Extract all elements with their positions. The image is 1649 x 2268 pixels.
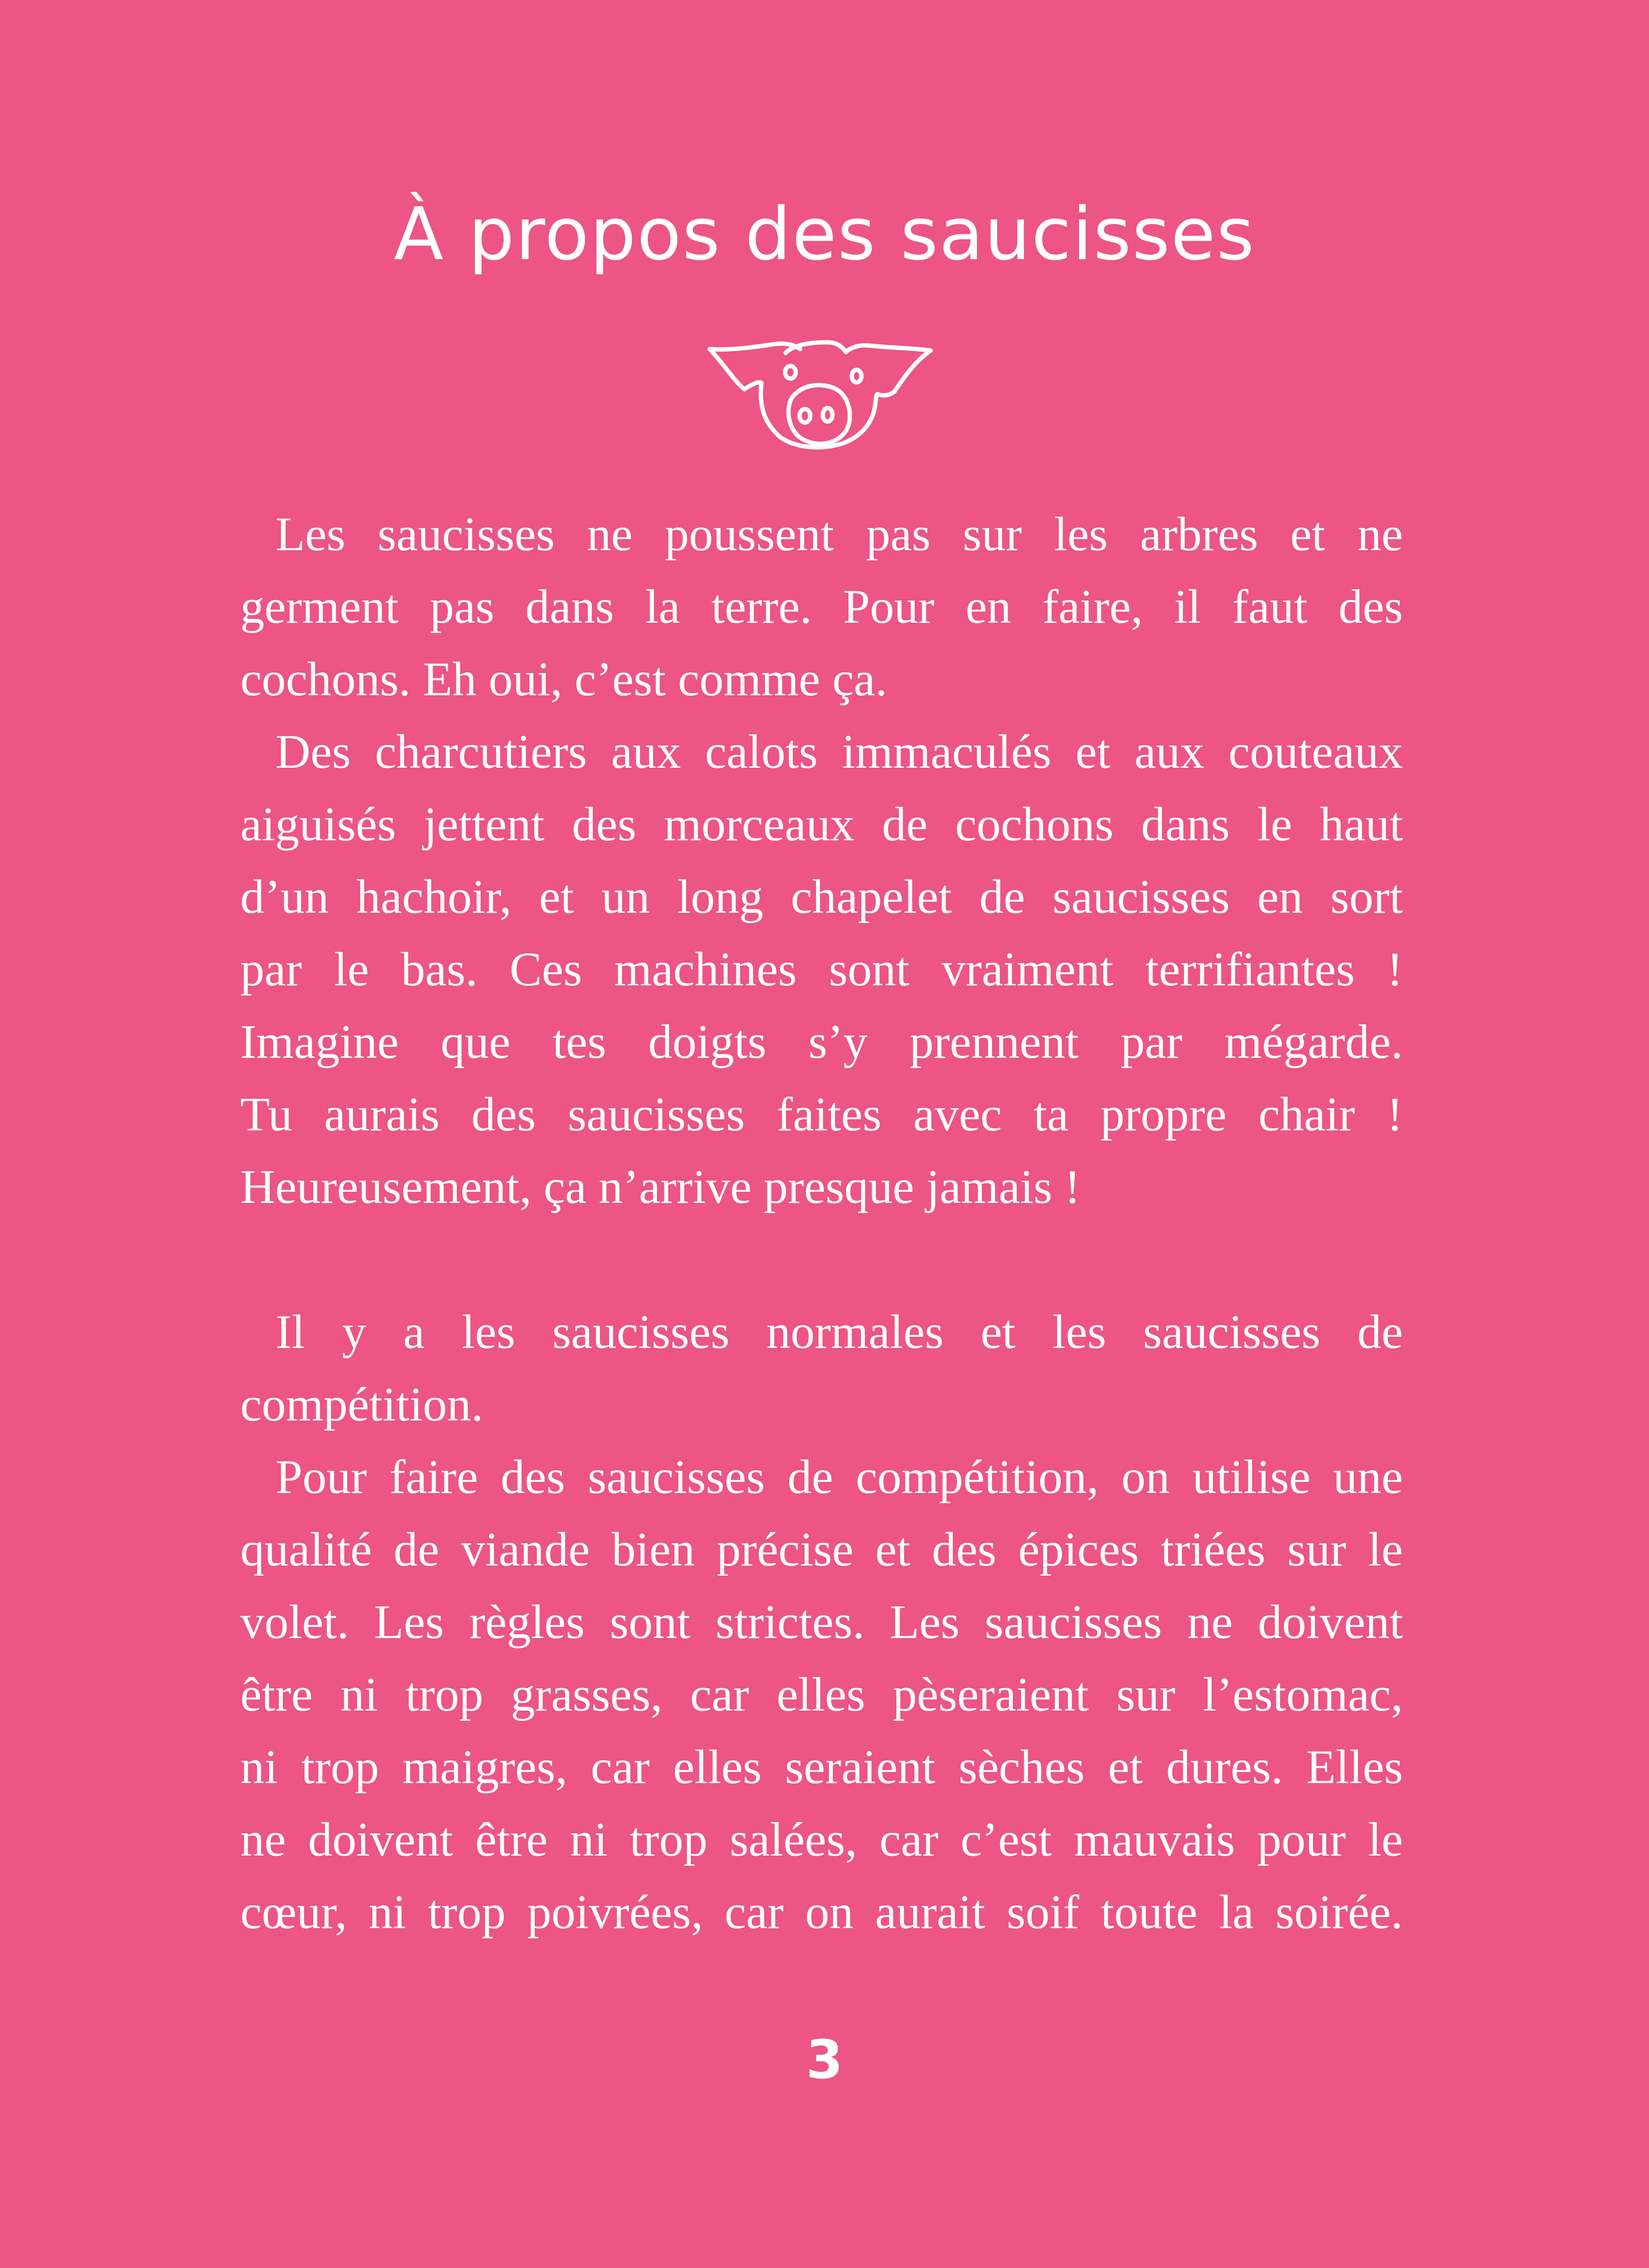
text-line: compétition. [240, 1377, 483, 1431]
text-line: ni trop maigres, car elles seraient sèches et dures. Elles [240, 1740, 1403, 1794]
text-line: d’un hachoir, et un long chapelet de saucisses en sort [240, 870, 1403, 923]
text-line: cochons. Eh oui, c’est comme ça. [240, 652, 888, 706]
text-line: Pour faire des saucisses de compétition, on utilise une [276, 1450, 1403, 1504]
pig-head-icon [701, 324, 943, 450]
page-number: 3 [806, 2029, 843, 2091]
text-line: être ni trop grasses, car elles pèseraient sur l’estomac, [240, 1668, 1403, 1721]
text-line: qualité de viande bien précise et des épices triées sur le [240, 1522, 1403, 1576]
text-line: Imagine que tes doigts s’y prennent par mégarde. [240, 1015, 1403, 1068]
text-line: volet. Les règles sont strictes. Les saucisses ne doivent [240, 1595, 1403, 1649]
text-line: aiguisés jettent des morceaux de cochons dans le haut [240, 797, 1403, 851]
text-line: ne doivent être ni trop salées, car c’est mauvais pour le [240, 1813, 1403, 1866]
text-line: Les saucisses ne poussent pas sur les arbres et ne [276, 507, 1403, 561]
text-line: germent pas dans la terre. Pour en faire, il faut des [240, 580, 1403, 633]
text-line: par le bas. Ces machines sont vraiment terrifiantes ! [240, 942, 1403, 996]
text-line: Il y a les saucisses normales et les saucisses de [276, 1305, 1403, 1359]
page-title: À propos des saucisses [394, 192, 1255, 277]
text-line: cœur, ni trop poivrées, car on aurait soif toute la soirée. [240, 1885, 1403, 1939]
text-line: Tu aurais des saucisses faites avec ta propre chair ! [240, 1087, 1403, 1141]
text-line: Des charcutiers aux calots immaculés et aux couteaux [276, 725, 1403, 778]
text-line: Heureusement, ça n’arrive presque jamais ! [240, 1160, 1081, 1214]
